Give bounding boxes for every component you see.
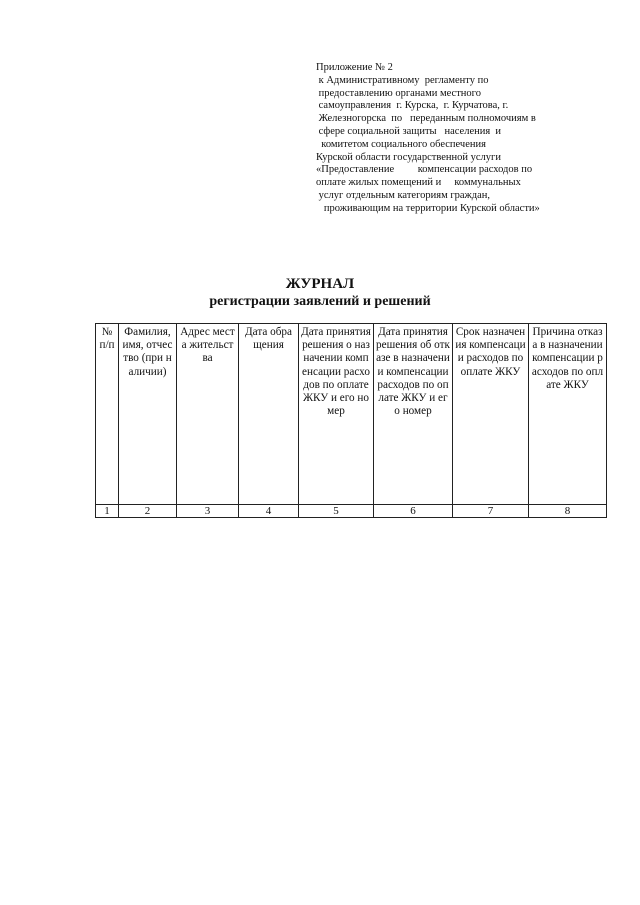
annex-line: проживающим на территории Курской области» xyxy=(316,202,540,214)
journal-title: ЖУРНАЛ xyxy=(285,276,355,292)
annex-line: к Административному регламенту по xyxy=(316,74,489,86)
annex-line: «Предоставление компенсации расходов по xyxy=(316,164,533,176)
column-header: № п/п xyxy=(96,324,119,505)
column-header: Дата принятия решения об отказе в назначении компенсации расходов по оплате ЖКУ и его номер xyxy=(374,324,453,505)
annex-line: Приложение № 2 xyxy=(316,62,393,73)
annex-line: самоуправления г. Курска, г. Курчатова, г. xyxy=(316,100,509,112)
column-number-row xyxy=(96,505,607,518)
table-header-row xyxy=(96,324,607,505)
annex-line: Железногорска по переданным полномочиям в xyxy=(316,113,536,125)
column-header: Дата обращения xyxy=(239,324,299,505)
column-number: 4 xyxy=(239,505,299,518)
annex-line: сфере социальной защиты населения и xyxy=(316,125,502,137)
column-header: Фамилия, имя, отчество (при наличии) xyxy=(119,324,177,505)
column-number: 3 xyxy=(177,505,239,518)
annex-line: оплате жилых помещений и коммунальных xyxy=(316,177,521,189)
journal-subtitle: регистрации заявлений и решений xyxy=(209,294,431,309)
annex-line: комитетом социального обеспечения xyxy=(316,138,486,150)
annex-line: Курской области государственной услуги xyxy=(316,151,501,163)
column-header: Срок назначения компенсации расходов по оплате ЖКУ xyxy=(453,324,529,505)
journal-table xyxy=(95,323,607,518)
annex-block xyxy=(316,62,586,216)
column-number: 8 xyxy=(529,505,607,518)
annex-line: предоставлению органами местного xyxy=(316,87,481,99)
column-number: 1 xyxy=(96,505,119,518)
column-number: 2 xyxy=(119,505,177,518)
column-header: Адрес места жительства xyxy=(177,324,239,505)
column-number: 5 xyxy=(299,505,374,518)
column-number: 6 xyxy=(374,505,453,518)
annex-line: услуг отдельным категориям граждан, xyxy=(316,189,491,201)
column-number: 7 xyxy=(453,505,529,518)
column-header: Дата принятия решения о назначении компенсации расходов по оплате ЖКУ и его номер xyxy=(299,324,374,505)
column-header: Причина отказа в назначении компенсации расходов по оплате ЖКУ xyxy=(529,324,607,505)
